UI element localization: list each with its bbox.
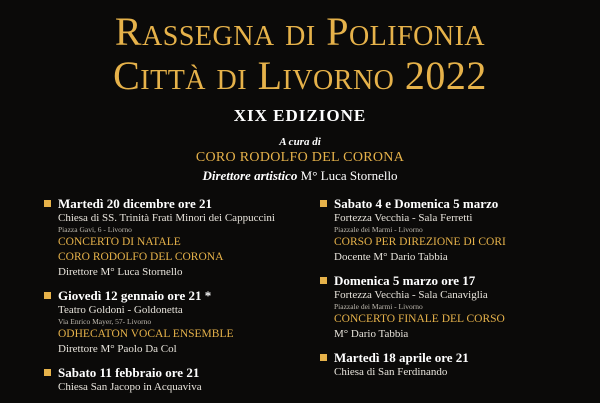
- event-date: Sabato 4 e Domenica 5 marzo: [334, 196, 499, 211]
- event-date: Giovedì 12 gennaio ore 21 *: [58, 288, 212, 303]
- event-venue: Chiesa di San Ferdinando: [334, 366, 448, 378]
- director-label: Direttore artistico: [202, 168, 298, 183]
- event-date: Domenica 5 marzo ore 17: [334, 273, 476, 288]
- events-column-right: [318, 196, 588, 388]
- event-address: Piazzale dei Marmi - Livorno: [334, 302, 423, 311]
- event-venue: Fortezza Vecchia - Sala Ferretti: [334, 212, 473, 224]
- event-title: CORSO PER DIREZIONE DI CORI: [334, 236, 506, 248]
- event-date: Sabato 11 febbraio ore 21: [58, 365, 200, 380]
- artistic-director: [0, 168, 600, 184]
- event-title: ODHECATON VOCAL ENSEMBLE: [58, 328, 234, 340]
- event-venue: Chiesa San Jacopo in Acquaviva: [58, 381, 202, 393]
- event-date: Martedì 20 dicembre ore 21: [58, 196, 213, 211]
- square-bullet-icon: [44, 292, 51, 299]
- event-director: M° Dario Tabbia: [334, 328, 409, 340]
- director-name: M° Luca Stornello: [300, 168, 398, 183]
- event-venue: Teatro Goldoni - Goldonetta: [58, 304, 183, 316]
- choir-name: CORO RODOLFO DEL CORONA: [195, 150, 405, 165]
- event-item: [42, 196, 312, 279]
- event-director: Direttore M° Paolo Da Col: [58, 343, 177, 355]
- square-bullet-icon: [44, 369, 51, 376]
- event-address: Piazza Gavi, 6 - Livorno: [58, 225, 132, 234]
- title-line-1: Rassegna di Polifonia: [114, 9, 486, 54]
- event-venue: Fortezza Vecchia - Sala Canaviglia: [334, 289, 488, 301]
- edition-label: XIX EDIZIONE: [233, 106, 367, 125]
- event-item: [318, 350, 588, 379]
- event-teacher: Docente M° Dario Tabbia: [334, 251, 448, 263]
- title-line-2: Città di Livorno 2022: [113, 53, 487, 98]
- event-item: [318, 273, 588, 341]
- square-bullet-icon: [44, 200, 51, 207]
- square-bullet-icon: [320, 277, 327, 284]
- event-performer: CORO RODOLFO DEL CORONA: [58, 251, 224, 263]
- event-item: [318, 196, 588, 264]
- event-title: CONCERTO DI NATALE: [58, 236, 181, 248]
- events-column-left: [42, 196, 312, 403]
- curated-by-label: A cura di: [279, 136, 321, 148]
- square-bullet-icon: [320, 354, 327, 361]
- square-bullet-icon: [320, 200, 327, 207]
- event-director: Direttore M° Luca Stornello: [58, 266, 183, 278]
- event-venue: Chiesa di SS. Trinità Frati Minori dei Cappuccini: [58, 212, 275, 224]
- event-item: [42, 365, 312, 394]
- event-date: Martedì 18 aprile ore 21: [334, 350, 469, 365]
- event-item: [42, 288, 312, 356]
- event-title: CONCERTO FINALE DEL CORSO: [334, 313, 505, 325]
- event-address: Via Enrico Mayer, 57- Livorno: [58, 317, 152, 326]
- event-address: Piazzale dei Marmi - Livorno: [334, 225, 423, 234]
